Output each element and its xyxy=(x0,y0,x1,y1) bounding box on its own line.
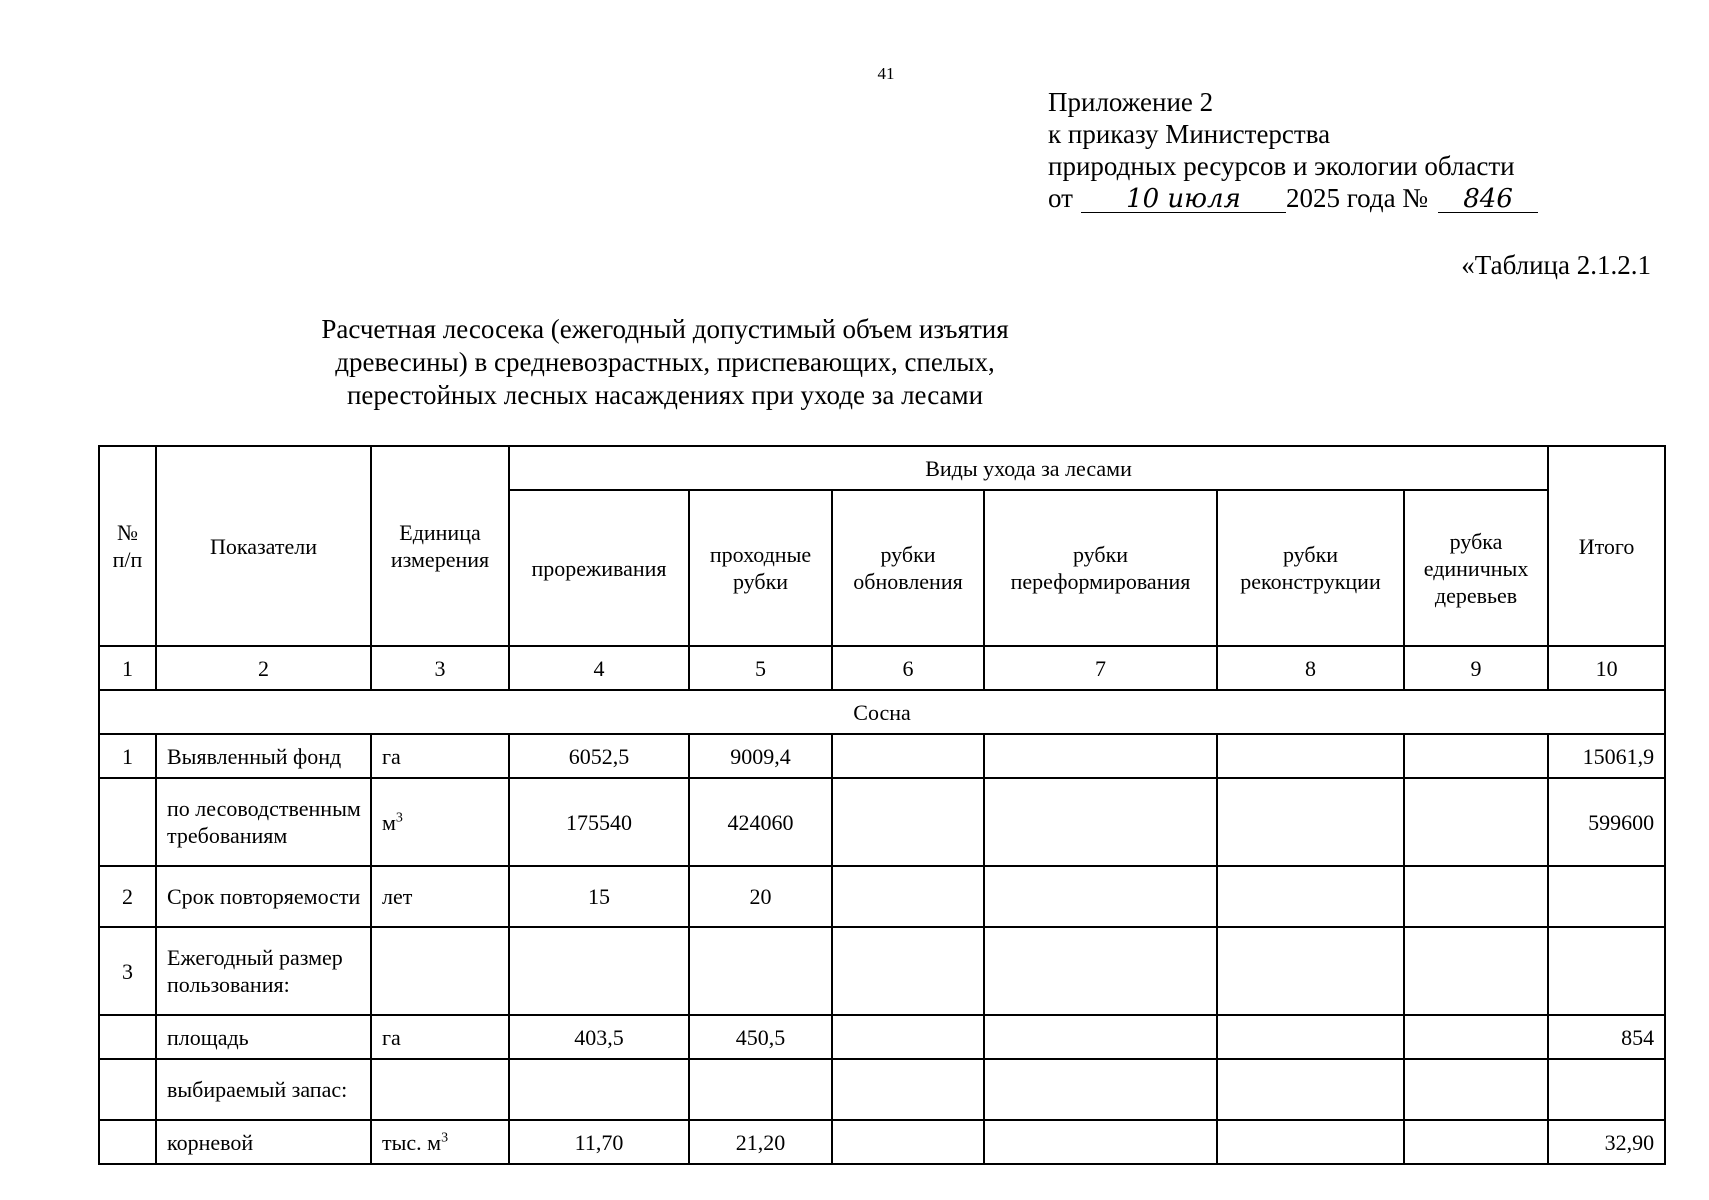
document-title xyxy=(321,313,1009,412)
row-renewal-cutting xyxy=(832,778,984,866)
row-num xyxy=(99,1120,156,1164)
row-single-tree-cutting xyxy=(1404,927,1548,1015)
row-total xyxy=(1548,927,1665,1015)
row-indicator: выбираемый запас: xyxy=(156,1059,371,1120)
column-number: 7 xyxy=(984,646,1217,690)
row-indicator: корневой xyxy=(156,1120,371,1164)
header-unit: Единица измерения xyxy=(371,446,509,646)
appendix-line-3: природных ресурсов и экологии области xyxy=(1048,151,1515,181)
row-single-tree-cutting xyxy=(1404,866,1548,927)
row-unit: лет xyxy=(371,866,509,927)
appendix-block xyxy=(1048,86,1538,214)
row-renewal-cutting xyxy=(832,927,984,1015)
row-unit: тыс. $м^3$ xyxy=(371,1120,509,1164)
year-text: 2025 года № xyxy=(1285,183,1429,213)
row-passage-cutting: 450,5 xyxy=(689,1015,832,1059)
row-renewal-cutting xyxy=(832,734,984,778)
row-reformation-cutting xyxy=(984,1015,1217,1059)
row-reconstruction-cutting xyxy=(1217,927,1404,1015)
row-reconstruction-cutting xyxy=(1217,778,1404,866)
row-thinning: 6052,5 xyxy=(509,734,689,778)
row-reconstruction-cutting xyxy=(1217,734,1404,778)
row-indicator: Срок повторяемости xyxy=(156,866,371,927)
handwritten-date: 10 июля xyxy=(1081,186,1286,213)
row-total xyxy=(1548,1059,1665,1120)
row-thinning: 175540 xyxy=(509,778,689,866)
row-renewal-cutting xyxy=(832,1015,984,1059)
row-passage-cutting xyxy=(689,1059,832,1120)
appendix-line-1: Приложение 2 xyxy=(1048,87,1214,117)
allowable-cut-table xyxy=(98,445,1666,1165)
header-renewal-cutting: рубки обновления xyxy=(832,490,984,646)
table-row xyxy=(99,1059,1665,1120)
row-num: 2 xyxy=(99,866,156,927)
row-num xyxy=(99,778,156,866)
row-thinning xyxy=(509,1059,689,1120)
row-reconstruction-cutting xyxy=(1217,1120,1404,1164)
title-line-1: Расчетная лесосека (ежегодный допустимый объем изъятия xyxy=(321,314,1009,344)
header-reformation-cutting: рубки переформирования xyxy=(984,490,1217,646)
row-num: 3 xyxy=(99,927,156,1015)
column-number: 10 xyxy=(1548,646,1665,690)
row-thinning: 15 xyxy=(509,866,689,927)
row-unit: га xyxy=(371,734,509,778)
table-reference: «Таблица 2.1.2.1 xyxy=(1461,250,1651,280)
header-reconstruction-cutting: рубки реконструкции xyxy=(1217,490,1404,646)
row-num: 1 xyxy=(99,734,156,778)
row-unit xyxy=(371,1059,509,1120)
column-number: 5 xyxy=(689,646,832,690)
row-reconstruction-cutting xyxy=(1217,866,1404,927)
row-total: 32,90 xyxy=(1548,1120,1665,1164)
title-line-2: древесины) в средневозрастных, приспевающих, спелых, xyxy=(335,347,995,377)
row-single-tree-cutting xyxy=(1404,1015,1548,1059)
row-indicator: Ежегодный размер пользования: xyxy=(156,927,371,1015)
header-single-tree-cutting: рубка единичных деревьев xyxy=(1404,490,1548,646)
title-line-3: перестойных лесных насаждениях при уходе за лесами xyxy=(346,380,984,410)
row-thinning xyxy=(509,927,689,1015)
row-thinning: 11,70 xyxy=(509,1120,689,1164)
table-row xyxy=(99,1015,1665,1059)
row-passage-cutting: 424060 xyxy=(689,778,832,866)
header-num: № п/п xyxy=(99,446,156,646)
date-prefix: от xyxy=(1048,183,1073,213)
table-row xyxy=(99,734,1665,778)
appendix-line-2: к приказу Министерства xyxy=(1048,119,1331,149)
table-row xyxy=(99,778,1665,866)
row-indicator: Выявленный фонд xyxy=(156,734,371,778)
row-reformation-cutting xyxy=(984,927,1217,1015)
header-indicator: Показатели xyxy=(156,446,371,646)
row-thinning: 403,5 xyxy=(509,1015,689,1059)
row-passage-cutting: 9009,4 xyxy=(689,734,832,778)
row-single-tree-cutting xyxy=(1404,1059,1548,1120)
column-numbers-row xyxy=(99,646,1665,690)
row-renewal-cutting xyxy=(832,1059,984,1120)
row-unit xyxy=(371,927,509,1015)
row-reformation-cutting xyxy=(984,866,1217,927)
appendix-date-line xyxy=(1048,182,1538,214)
row-num xyxy=(99,1015,156,1059)
row-passage-cutting: 21,20 xyxy=(689,1120,832,1164)
row-indicator: по лесоводственным требованиям xyxy=(156,778,371,866)
row-total: 15061,9 xyxy=(1548,734,1665,778)
row-renewal-cutting xyxy=(832,1120,984,1164)
row-single-tree-cutting xyxy=(1404,1120,1548,1164)
row-unit: га xyxy=(371,1015,509,1059)
row-single-tree-cutting xyxy=(1404,778,1548,866)
row-total: 599600 xyxy=(1548,778,1665,866)
row-unit: $м^3$ xyxy=(371,778,509,866)
row-passage-cutting xyxy=(689,927,832,1015)
handwritten-order-number: 846 xyxy=(1438,186,1538,213)
row-total: 854 xyxy=(1548,1015,1665,1059)
row-total xyxy=(1548,866,1665,927)
row-reformation-cutting xyxy=(984,1120,1217,1164)
column-number: 6 xyxy=(832,646,984,690)
row-num xyxy=(99,1059,156,1120)
header-passage-cutting: проходные рубки xyxy=(689,490,832,646)
header-thinning: прореживания xyxy=(509,490,689,646)
section-row xyxy=(99,690,1665,734)
header-care-types: Виды ухода за лесами xyxy=(509,446,1548,490)
row-indicator: площадь xyxy=(156,1015,371,1059)
column-number: 3 xyxy=(371,646,509,690)
column-number: 4 xyxy=(509,646,689,690)
page-number: 41 xyxy=(877,64,895,83)
row-passage-cutting: 20 xyxy=(689,866,832,927)
header-total: Итого xyxy=(1548,446,1665,646)
row-reformation-cutting xyxy=(984,778,1217,866)
column-number: 2 xyxy=(156,646,371,690)
column-number: 8 xyxy=(1217,646,1404,690)
column-number: 1 xyxy=(99,646,156,690)
row-reformation-cutting xyxy=(984,1059,1217,1120)
table-row xyxy=(99,1120,1665,1164)
row-reconstruction-cutting xyxy=(1217,1059,1404,1120)
table-row xyxy=(99,866,1665,927)
row-single-tree-cutting xyxy=(1404,734,1548,778)
row-reformation-cutting xyxy=(984,734,1217,778)
row-reconstruction-cutting xyxy=(1217,1015,1404,1059)
row-renewal-cutting xyxy=(832,866,984,927)
table-row xyxy=(99,927,1665,1015)
section-pine: Сосна xyxy=(99,690,1665,734)
column-number: 9 xyxy=(1404,646,1548,690)
